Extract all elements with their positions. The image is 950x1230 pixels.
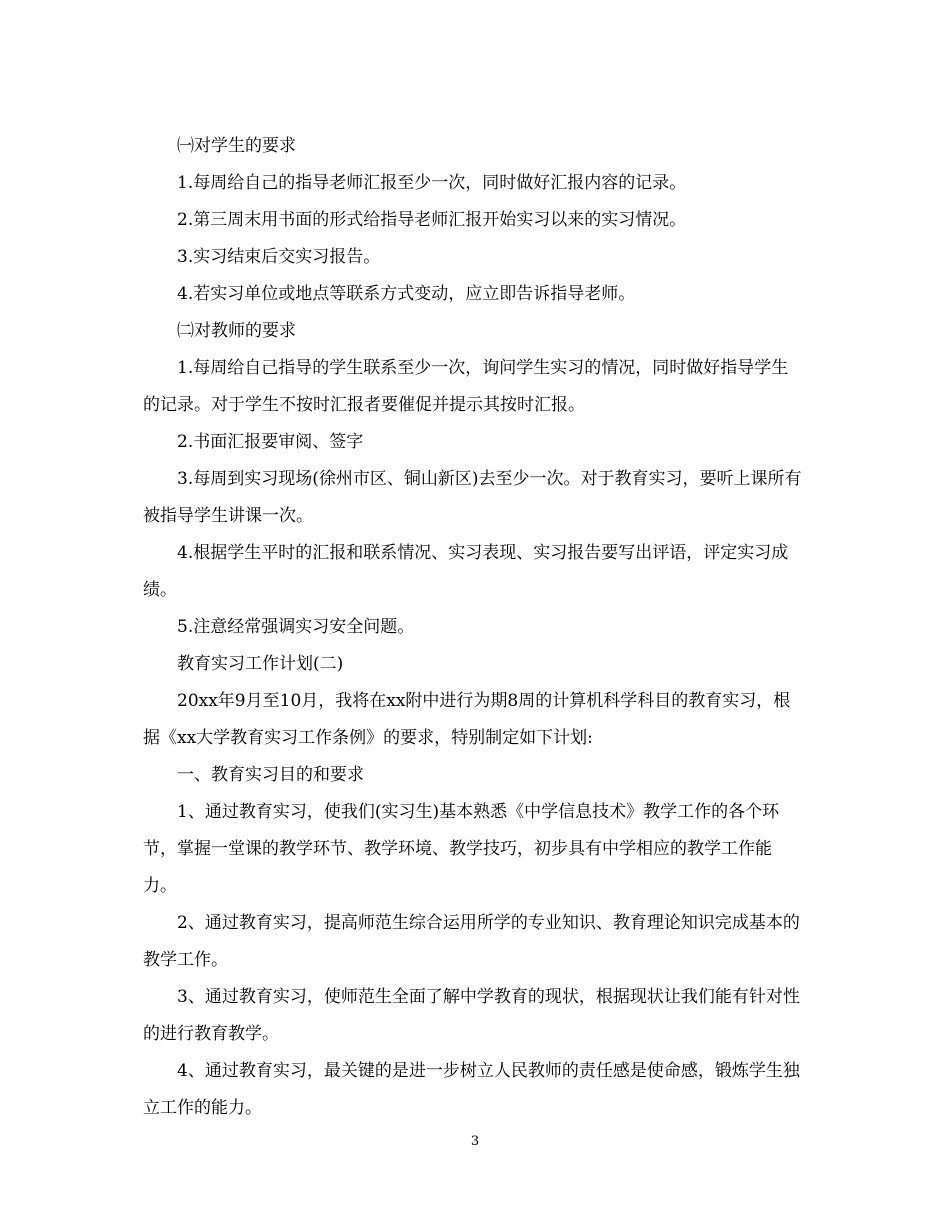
heading-teacher-requirements: ㈡对教师的要求 xyxy=(177,321,296,341)
paragraph: 4、通过教育实习，最关键的是进一步树立人民教师的责任感是使命感，锻炼学生独立工作的能力。 xyxy=(143,1061,800,1118)
paragraph: 3.每周到实习现场(徐州市区、铜山新区)去至少一次。对于教育实习，要听上课所有被指导学生讲课一次。 xyxy=(143,469,802,526)
paragraph: 4.若实习单位或地点等联系方式变动，应立即告诉指导老师。 xyxy=(177,284,636,304)
paragraph: 20xx年9月至10月，我将在xx附中进行为期8周的计算机科学科目的教育实习，根据《xx大学教育实习工作条例》的要求，特别制定如下计划: xyxy=(143,691,791,748)
heading-student-requirements: ㈠对学生的要求 xyxy=(177,136,296,156)
paragraph: 1、通过教育实习，使我们(实习生)基本熟悉《中学信息技术》教学工作的各个环节，掌握一堂课的教学环节、教学环境、教学技巧，初步具有中学相应的教学工作能力。 xyxy=(143,802,780,896)
page-number: 3 xyxy=(470,1134,480,1149)
section-title: 教育实习工作计划(二) xyxy=(177,654,344,674)
paragraph: 2、通过教育实习，提高师范生综合运用所学的专业知识、教育理论知识完成基本的教学工作。 xyxy=(143,913,800,970)
paragraph: 5.注意经常强调实习安全问题。 xyxy=(177,617,415,637)
section-heading: 一、教育实习目的和要求 xyxy=(177,765,364,785)
paragraph: 3、通过教育实习，使师范生全面了解中学教育的现状，根据现状让我们能有针对性的进行教育教学。 xyxy=(143,987,800,1044)
document-body xyxy=(143,128,805,1127)
paragraph: 1.每周给自己的指导老师汇报至少一次，同时做好汇报内容的记录。 xyxy=(177,173,687,193)
paragraph: 3.实习结束后交实习报告。 xyxy=(177,247,381,267)
paragraph: 1.每周给自己指导的学生联系至少一次，询问学生实习的情况，同时做好指导学生的记录。对于学生不按时汇报者要催促并提示其按时汇报。 xyxy=(143,358,789,415)
paragraph: 2.第三周末用书面的形式给指导老师汇报开始实习以来的实习情况。 xyxy=(177,210,687,230)
paragraph: 4.根据学生平时的汇报和联系情况、实习表现、实习报告要写出评语，评定实习成绩。 xyxy=(143,543,789,600)
paragraph: 2.书面汇报要审阅、签字 xyxy=(177,432,364,452)
